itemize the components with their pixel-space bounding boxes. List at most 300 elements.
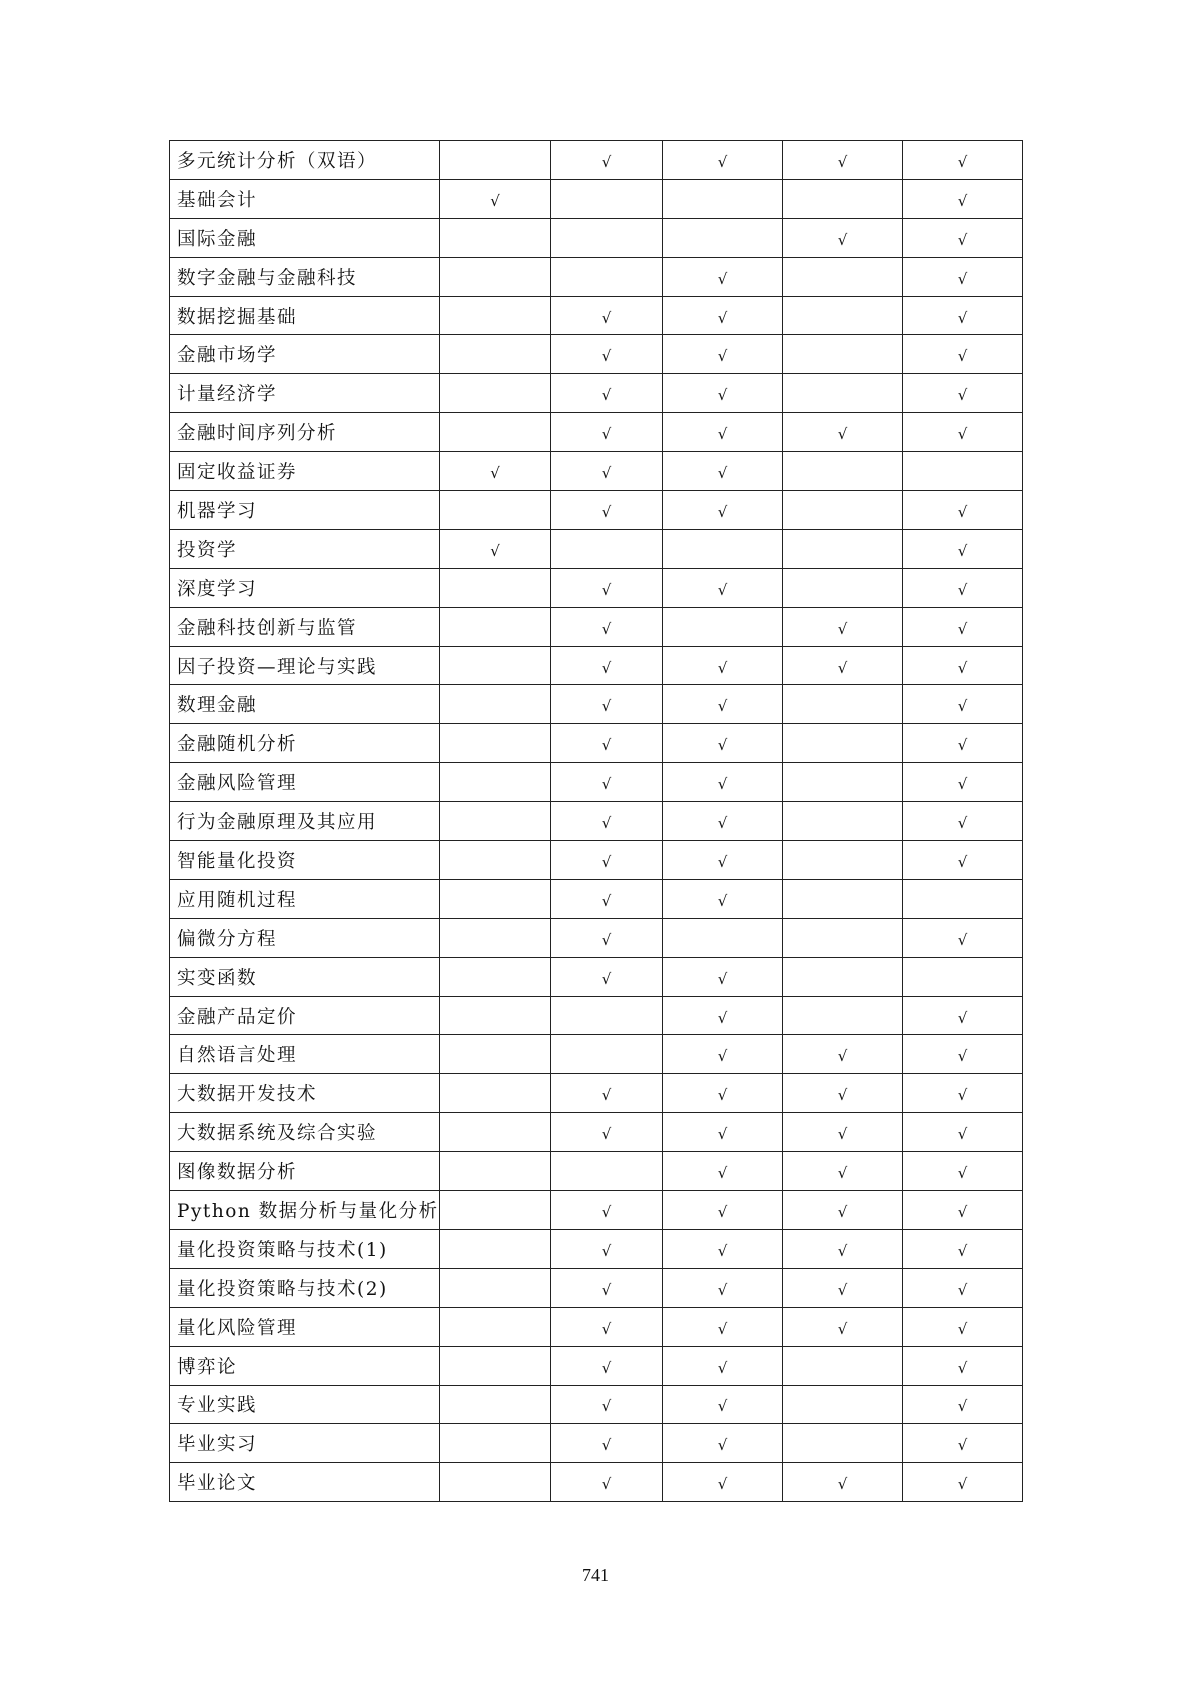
requirement-cell-3 [663,218,783,257]
checkmark-icon: √ [717,347,728,366]
checkmark-icon: √ [717,1397,728,1416]
checkmark-icon: √ [957,658,968,677]
requirement-cell-2 [551,1113,663,1152]
checkmark-icon: √ [717,969,728,988]
checkmark-icon: √ [957,814,968,833]
checkmark-icon: √ [957,502,968,521]
checkmark-icon: √ [957,1164,968,1183]
table-row [170,529,1023,568]
requirement-cell-1 [440,1268,551,1307]
requirement-cell-2 [551,918,663,957]
requirement-cell-1 [440,257,551,296]
requirement-cell-5 [903,763,1023,802]
checkmark-icon: √ [837,1319,848,1338]
table-row [170,1074,1023,1113]
checkmark-icon: √ [717,1008,728,1027]
requirement-cell-5 [903,452,1023,491]
requirement-cell-4 [783,1424,903,1463]
requirement-cell-2 [551,413,663,452]
table-row [170,1463,1023,1502]
requirement-cell-2 [551,452,663,491]
checkmark-icon: √ [957,619,968,638]
checkmark-icon: √ [717,1436,728,1455]
requirement-cell-3 [663,1385,783,1424]
requirement-cell-2 [551,568,663,607]
requirement-cell-5 [903,957,1023,996]
table-row [170,218,1023,257]
course-matrix-table [169,140,1023,1502]
requirement-cell-4 [783,1307,903,1346]
checkmark-icon: √ [957,697,968,716]
requirement-cell-5 [903,1424,1023,1463]
requirement-cell-3 [663,1268,783,1307]
table-row [170,374,1023,413]
table-row [170,646,1023,685]
requirement-cell-3 [663,374,783,413]
table-row [170,1424,1023,1463]
checkmark-icon: √ [957,736,968,755]
requirement-cell-5 [903,646,1023,685]
table-row [170,1035,1023,1074]
course-name-cell: 应用随机过程 [170,879,440,918]
checkmark-icon: √ [837,1086,848,1105]
requirement-cell-4 [783,218,903,257]
course-name-cell: 专业实践 [170,1385,440,1424]
requirement-cell-2 [551,685,663,724]
checkmark-icon: √ [837,658,848,677]
course-name-cell: 国际金融 [170,218,440,257]
checkmark-icon: √ [717,1047,728,1066]
requirement-cell-3 [663,1424,783,1463]
checkmark-icon: √ [601,308,612,327]
requirement-cell-2 [551,141,663,180]
requirement-cell-3 [663,257,783,296]
checkmark-icon: √ [957,269,968,288]
requirement-cell-4 [783,568,903,607]
requirement-cell-1 [440,1424,551,1463]
course-name-cell: 金融时间序列分析 [170,413,440,452]
checkmark-icon: √ [837,619,848,638]
checkmark-icon: √ [837,425,848,444]
requirement-cell-2 [551,1152,663,1191]
checkmark-icon: √ [601,464,612,483]
requirement-cell-4 [783,1074,903,1113]
requirement-cell-5 [903,1463,1023,1502]
requirement-cell-1 [440,179,551,218]
course-name-cell: 行为金融原理及其应用 [170,802,440,841]
requirement-cell-3 [663,1191,783,1230]
table-row [170,491,1023,530]
course-name-cell: 因子投资—理论与实践 [170,646,440,685]
requirement-cell-1 [440,802,551,841]
table-row [170,1113,1023,1152]
checkmark-icon: √ [601,1202,612,1221]
requirement-cell-4 [783,918,903,957]
requirement-cell-5 [903,529,1023,568]
requirement-cell-5 [903,1152,1023,1191]
course-matrix-body [170,141,1023,1502]
requirement-cell-3 [663,841,783,880]
requirement-cell-1 [440,1074,551,1113]
course-name-cell: 计量经济学 [170,374,440,413]
checkmark-icon: √ [957,1475,968,1494]
requirement-cell-2 [551,1424,663,1463]
checkmark-icon: √ [601,1436,612,1455]
requirement-cell-2 [551,763,663,802]
checkmark-icon: √ [957,386,968,405]
checkmark-icon: √ [957,1086,968,1105]
requirement-cell-3 [663,685,783,724]
requirement-cell-5 [903,607,1023,646]
table-row [170,1191,1023,1230]
requirement-cell-1 [440,1346,551,1385]
requirement-cell-2 [551,879,663,918]
checkmark-icon: √ [957,230,968,249]
checkmark-icon: √ [490,464,500,483]
table-row [170,1385,1023,1424]
checkmark-icon: √ [601,502,612,521]
checkmark-icon: √ [601,347,612,366]
checkmark-icon: √ [717,658,728,677]
checkmark-icon: √ [601,1086,612,1105]
table-row [170,141,1023,180]
page-number: 741 [582,1565,609,1585]
requirement-cell-2 [551,374,663,413]
requirement-cell-2 [551,802,663,841]
checkmark-icon: √ [601,814,612,833]
course-name-cell: 偏微分方程 [170,918,440,957]
requirement-cell-1 [440,452,551,491]
requirement-cell-3 [663,413,783,452]
requirement-cell-5 [903,218,1023,257]
checkmark-icon: √ [957,541,968,560]
checkmark-icon: √ [957,425,968,444]
checkmark-icon: √ [601,580,612,599]
requirement-cell-4 [783,1385,903,1424]
requirement-cell-1 [440,646,551,685]
checkmark-icon: √ [717,580,728,599]
requirement-cell-5 [903,685,1023,724]
requirement-cell-4 [783,685,903,724]
checkmark-icon: √ [717,1280,728,1299]
requirement-cell-2 [551,996,663,1035]
requirement-cell-3 [663,1074,783,1113]
checkmark-icon: √ [957,1358,968,1377]
table-row [170,879,1023,918]
checkmark-icon: √ [717,697,728,716]
requirement-cell-4 [783,763,903,802]
requirement-cell-3 [663,335,783,374]
checkmark-icon: √ [601,425,612,444]
checkmark-icon: √ [601,152,612,171]
requirement-cell-3 [663,802,783,841]
checkmark-icon: √ [957,1047,968,1066]
requirement-cell-4 [783,724,903,763]
table-row [170,918,1023,957]
checkmark-icon: √ [490,191,500,210]
checkmark-icon: √ [957,1125,968,1144]
requirement-cell-3 [663,1113,783,1152]
checkmark-icon: √ [957,930,968,949]
requirement-cell-4 [783,374,903,413]
course-name-cell: 金融风险管理 [170,763,440,802]
requirement-cell-1 [440,996,551,1035]
course-name-cell: 图像数据分析 [170,1152,440,1191]
checkmark-icon: √ [717,1164,728,1183]
checkmark-icon: √ [957,1319,968,1338]
course-name-cell: 量化风险管理 [170,1307,440,1346]
requirement-cell-3 [663,957,783,996]
checkmark-icon: √ [837,230,848,249]
requirement-cell-4 [783,996,903,1035]
checkmark-icon: √ [601,697,612,716]
table-row [170,957,1023,996]
requirement-cell-4 [783,1463,903,1502]
requirement-cell-3 [663,529,783,568]
course-name-cell: 固定收益证券 [170,452,440,491]
checkmark-icon: √ [957,775,968,794]
requirement-cell-5 [903,335,1023,374]
checkmark-icon: √ [717,502,728,521]
requirement-cell-1 [440,491,551,530]
requirement-cell-1 [440,724,551,763]
requirement-cell-1 [440,1229,551,1268]
requirement-cell-4 [783,607,903,646]
requirement-cell-1 [440,296,551,335]
requirement-cell-1 [440,1191,551,1230]
checkmark-icon: √ [717,1319,728,1338]
checkmark-icon: √ [957,308,968,327]
checkmark-icon: √ [601,1397,612,1416]
checkmark-icon: √ [837,1164,848,1183]
requirement-cell-3 [663,646,783,685]
checkmark-icon: √ [601,1319,612,1338]
requirement-cell-4 [783,1152,903,1191]
requirement-cell-2 [551,1268,663,1307]
requirement-cell-1 [440,529,551,568]
requirement-cell-1 [440,1463,551,1502]
checkmark-icon: √ [837,1475,848,1494]
table-row [170,763,1023,802]
course-name-cell: 金融随机分析 [170,724,440,763]
table-row [170,607,1023,646]
requirement-cell-4 [783,1113,903,1152]
requirement-cell-3 [663,491,783,530]
requirement-cell-1 [440,1113,551,1152]
course-name-cell: 智能量化投资 [170,841,440,880]
checkmark-icon: √ [601,658,612,677]
requirement-cell-4 [783,646,903,685]
requirement-cell-5 [903,1268,1023,1307]
requirement-cell-3 [663,1346,783,1385]
requirement-cell-5 [903,257,1023,296]
requirement-cell-2 [551,179,663,218]
requirement-cell-3 [663,452,783,491]
requirement-cell-2 [551,1463,663,1502]
course-name-cell: 量化投资策略与技术(2) [170,1268,440,1307]
requirement-cell-4 [783,957,903,996]
requirement-cell-3 [663,1463,783,1502]
table-row [170,335,1023,374]
requirement-cell-3 [663,568,783,607]
requirement-cell-5 [903,1191,1023,1230]
checkmark-icon: √ [957,1397,968,1416]
checkmark-icon: √ [717,1125,728,1144]
course-name-cell: 深度学习 [170,568,440,607]
table-row [170,1307,1023,1346]
course-name-cell: 数据挖掘基础 [170,296,440,335]
course-name-cell: 金融市场学 [170,335,440,374]
checkmark-icon: √ [957,1008,968,1027]
requirement-cell-5 [903,1385,1023,1424]
requirement-cell-4 [783,1268,903,1307]
requirement-cell-5 [903,918,1023,957]
checkmark-icon: √ [717,1086,728,1105]
requirement-cell-3 [663,918,783,957]
checkmark-icon: √ [717,1358,728,1377]
requirement-cell-1 [440,607,551,646]
requirement-cell-4 [783,841,903,880]
checkmark-icon: √ [717,464,728,483]
checkmark-icon: √ [490,541,500,560]
requirement-cell-4 [783,879,903,918]
requirement-cell-2 [551,1074,663,1113]
course-name-cell: 毕业论文 [170,1463,440,1502]
requirement-cell-3 [663,1229,783,1268]
table-row [170,1268,1023,1307]
requirement-cell-2 [551,1385,663,1424]
checkmark-icon: √ [957,852,968,871]
requirement-cell-1 [440,413,551,452]
checkmark-icon: √ [837,1125,848,1144]
requirement-cell-1 [440,879,551,918]
checkmark-icon: √ [601,1358,612,1377]
table-row [170,1229,1023,1268]
requirement-cell-5 [903,841,1023,880]
checkmark-icon: √ [717,1475,728,1494]
table-row [170,685,1023,724]
course-name-cell: 毕业实习 [170,1424,440,1463]
requirement-cell-5 [903,413,1023,452]
requirement-cell-2 [551,841,663,880]
requirement-cell-5 [903,1307,1023,1346]
requirement-cell-3 [663,879,783,918]
checkmark-icon: √ [717,814,728,833]
requirement-cell-1 [440,841,551,880]
requirement-cell-1 [440,1035,551,1074]
checkmark-icon: √ [601,736,612,755]
requirement-cell-5 [903,1035,1023,1074]
requirement-cell-5 [903,141,1023,180]
table-row [170,257,1023,296]
course-name-cell: 自然语言处理 [170,1035,440,1074]
course-name-cell: 金融科技创新与监管 [170,607,440,646]
requirement-cell-1 [440,1307,551,1346]
checkmark-icon: √ [837,1202,848,1221]
checkmark-icon: √ [957,1436,968,1455]
table-row [170,1346,1023,1385]
requirement-cell-4 [783,1191,903,1230]
checkmark-icon: √ [837,152,848,171]
course-name-cell: 基础会计 [170,179,440,218]
checkmark-icon: √ [717,308,728,327]
checkmark-icon: √ [957,347,968,366]
requirement-cell-2 [551,218,663,257]
requirement-cell-1 [440,141,551,180]
checkmark-icon: √ [957,152,968,171]
requirement-cell-5 [903,374,1023,413]
checkmark-icon: √ [601,1280,612,1299]
checkmark-icon: √ [601,619,612,638]
requirement-cell-2 [551,1035,663,1074]
requirement-cell-1 [440,763,551,802]
requirement-cell-1 [440,374,551,413]
requirement-cell-2 [551,296,663,335]
checkmark-icon: √ [837,1241,848,1260]
requirement-cell-2 [551,1346,663,1385]
requirement-cell-5 [903,1074,1023,1113]
table-row [170,413,1023,452]
requirement-cell-3 [663,763,783,802]
requirement-cell-3 [663,724,783,763]
requirement-cell-4 [783,1229,903,1268]
requirement-cell-4 [783,1346,903,1385]
requirement-cell-4 [783,491,903,530]
table-row [170,1152,1023,1191]
requirement-cell-1 [440,1385,551,1424]
table-row [170,568,1023,607]
requirement-cell-4 [783,802,903,841]
requirement-cell-1 [440,1152,551,1191]
course-name-cell: 大数据系统及综合实验 [170,1113,440,1152]
checkmark-icon: √ [601,775,612,794]
requirement-cell-1 [440,218,551,257]
requirement-cell-3 [663,607,783,646]
requirement-cell-1 [440,957,551,996]
requirement-cell-5 [903,724,1023,763]
checkmark-icon: √ [837,1047,848,1066]
requirement-cell-2 [551,335,663,374]
requirement-cell-5 [903,1229,1023,1268]
requirement-cell-5 [903,491,1023,530]
table-row [170,841,1023,880]
requirement-cell-4 [783,179,903,218]
requirement-cell-2 [551,1191,663,1230]
requirement-cell-3 [663,1035,783,1074]
requirement-cell-2 [551,1229,663,1268]
requirement-cell-5 [903,568,1023,607]
checkmark-icon: √ [601,1241,612,1260]
requirement-cell-4 [783,141,903,180]
checkmark-icon: √ [717,1241,728,1260]
checkmark-icon: √ [717,386,728,405]
requirement-cell-2 [551,957,663,996]
table-row [170,802,1023,841]
checkmark-icon: √ [957,1202,968,1221]
checkmark-icon: √ [957,191,968,210]
checkmark-icon: √ [717,775,728,794]
checkmark-icon: √ [957,1280,968,1299]
checkmark-icon: √ [717,852,728,871]
requirement-cell-2 [551,1307,663,1346]
requirement-cell-4 [783,413,903,452]
checkmark-icon: √ [601,969,612,988]
checkmark-icon: √ [601,1475,612,1494]
course-name-cell: 数理金融 [170,685,440,724]
checkmark-icon: √ [717,269,728,288]
requirement-cell-1 [440,685,551,724]
requirement-cell-5 [903,996,1023,1035]
